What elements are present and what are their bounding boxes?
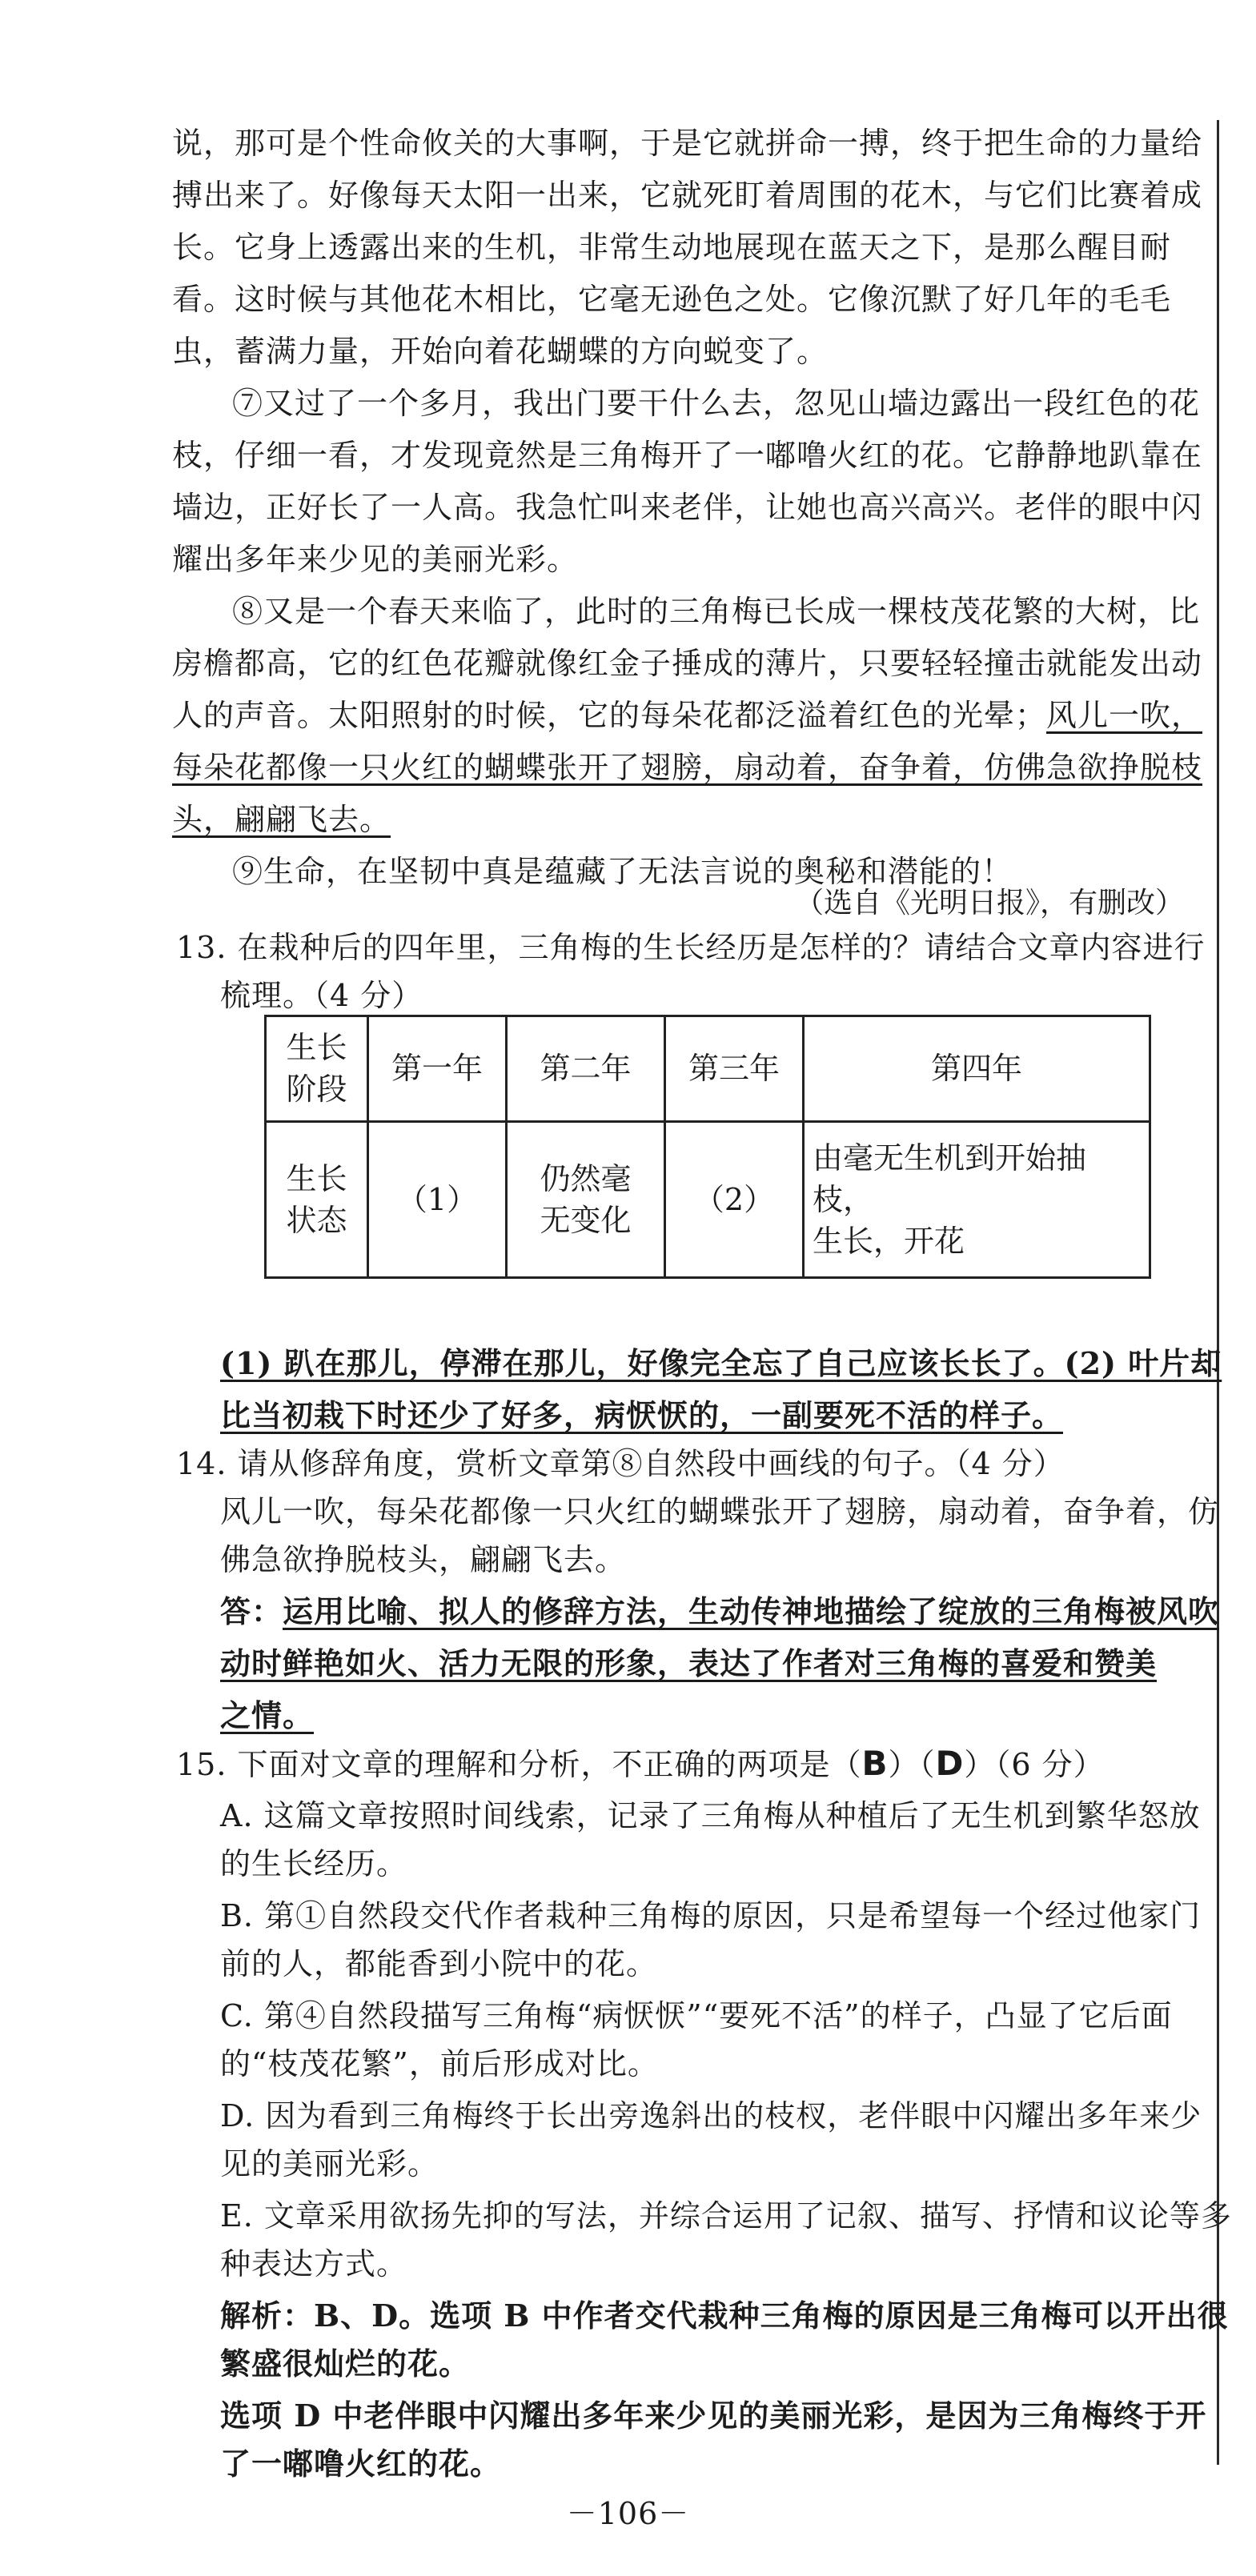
answer-13: 比当初栽下时还少了好多，病恹恹的，一副要死不活的样子。 — [220, 1397, 1064, 1433]
answer-13: (1) 趴在那儿，停滞在那儿，好像完全忘了自己应该长长了。(2) 叶片却 — [220, 1345, 1222, 1381]
question-14-quote: 佛急欲挣脱枝头，翩翩飞去。 — [220, 1542, 627, 1577]
table-header-cell: 生长 状态 — [266, 1121, 368, 1277]
option-a: 的生长经历。 — [220, 1846, 408, 1881]
paragraph-8-line: 房檐都高，它的红色花瓣就像红金子捶成的薄片，只要轻轻撞击就能发出动 — [172, 646, 1203, 681]
handwritten-answer: D — [935, 1744, 965, 1783]
paragraph-8-line — [172, 696, 1202, 735]
answer-label: 答： — [220, 1593, 283, 1629]
question-13: 13. 在栽种后的四年里，三角梅的生长经历是怎样的？请结合文章内容进行 — [176, 930, 1206, 965]
option-b: B. 第①自然段交代作者栽种三角梅的原因，只是希望每一个经过他家门 — [220, 1898, 1202, 1933]
table-cell: （1） — [368, 1121, 507, 1277]
passage-line: 虫，蓄满力量，开始向着花蝴蝶的方向蜕变了。 — [172, 334, 829, 369]
option-e: E. 文章采用欲扬先抑的写法，并综合运用了记叙、描写、抒情和议论等多 — [220, 2198, 1232, 2233]
passage-line: 看。这时候与其他花木相比，它毫无逊色之处。它像沉默了好几年的毛毛 — [172, 282, 1172, 317]
question-15: 15. 下面对文章的理解和分析，不正确的两项是（B）（D）（6 分） — [176, 1744, 1105, 1783]
handwritten-answer: B — [861, 1744, 889, 1783]
option-d: 见的美丽光彩。 — [220, 2146, 439, 2181]
table-cell: 第四年 — [804, 1016, 1150, 1122]
table-cell: 由毫无生机到开始抽枝， 生长，开花 — [804, 1121, 1150, 1277]
option-a: A. 这篇文章按照时间线索，记录了三角梅从种植后了无生机到繁华怒放 — [220, 1798, 1201, 1833]
paragraph-8-line: ⑧又是一个春天来临了，此时的三角梅已长成一棵枝茂花繁的大树，比 — [232, 594, 1201, 629]
analysis-15: 繁盛很灿烂的花。 — [220, 2346, 471, 2382]
source-citation: （选自《光明日报》，有删改） — [794, 887, 1184, 919]
growth-table — [264, 1015, 1151, 1279]
table-cell: 第一年 — [368, 1016, 507, 1122]
table-row — [266, 1016, 1150, 1122]
underlined-sentence: 头，翩翩飞去。 — [172, 802, 391, 837]
question-13: 梳理。（4 分） — [220, 978, 423, 1013]
table-header-cell: 生长 阶段 — [266, 1016, 368, 1122]
question-14-quote: 风儿一吹，每朵花都像一只火红的蝴蝶张开了翅膀，扇动着，奋争着，仿 — [220, 1494, 1220, 1529]
table-cell: 仍然毫 无变化 — [507, 1121, 665, 1277]
analysis-15: 解析：B、D。选项 B 中作者交代栽种三角梅的原因是三角梅可以开出很 — [220, 2298, 1229, 2334]
passage-line: 搏出来了。好像每天太阳一出来，它就死盯着周围的花木，与它们比赛着成 — [172, 178, 1203, 213]
paragraph-7-line: 耀出多年来少见的美丽光彩。 — [172, 542, 579, 577]
option-b: 前的人，都能香到小院中的花。 — [220, 1946, 658, 1981]
table-cell: 第二年 — [507, 1016, 665, 1122]
analysis-15: 了一嘟噜火红的花。 — [220, 2446, 502, 2482]
analysis-15: 选项 D 中老伴眼中闪耀出多年来少见的美丽光彩，是因为三角梅终于开 — [220, 2398, 1207, 2434]
passage-line: 长。它身上透露出来的生机，非常生动地展现在蓝天之下，是那么醒目耐 — [172, 230, 1172, 265]
table-cell: 第三年 — [665, 1016, 804, 1122]
paragraph-7-line: 墙边，正好长了一人高。我急忙叫来老伴，让她也高兴高兴。老伴的眼中闪 — [172, 490, 1203, 525]
underlined-sentence: 风儿一吹， — [1046, 698, 1203, 733]
option-c: 的“枝茂花繁”，前后形成对比。 — [220, 2046, 659, 2081]
table-row — [266, 1121, 1150, 1277]
paragraph-7-line: ⑦又过了一个多月，我出门要干什么去，忽见山墙边露出一段红色的花 — [232, 386, 1201, 421]
option-d: D. 因为看到三角梅终于长出旁逸斜出的枝杈，老伴眼中闪耀出多年来少 — [220, 2098, 1202, 2133]
page-number: －106－ — [566, 2496, 690, 2531]
question-14: 14. 请从修辞角度，赏析文章第⑧自然段中画线的句子。（4 分） — [176, 1446, 1065, 1481]
underlined-sentence: 每朵花都像一只火红的蝴蝶张开了翅膀，扇动着，奋争着，仿佛急欲挣脱枝 — [172, 750, 1203, 785]
option-e: 种表达方式。 — [220, 2246, 408, 2282]
paragraph-9: ⑨生命，在坚韧中真是蕴藏了无法言说的奥秘和潜能的！ — [232, 854, 1013, 889]
table-cell: （2） — [665, 1121, 804, 1277]
paragraph-7-line: 枝，仔细一看，才发现竟然是三角梅开了一嘟噜火红的花。它静静地趴靠在 — [172, 438, 1203, 473]
answer-14: 之情。 — [220, 1697, 315, 1733]
passage-line: 说，那可是个性命攸关的大事啊，于是它就拼命一搏，终于把生命的力量给 — [172, 126, 1203, 161]
answer-14: 动时鲜艳如火、活力无限的形象，表达了作者对三角梅的喜爱和赞美 — [220, 1645, 1158, 1681]
margin-rule — [1217, 120, 1219, 2465]
answer-text: 运用比喻、拟人的修辞方法，生动传神地描绘了绽放的三角梅被风吹 — [283, 1593, 1220, 1629]
paragraph-8-text: 人的声音。太阳照射的时候，它的每朵花都泛溢着红色的光晕； — [172, 698, 1047, 733]
answer-14 — [220, 1592, 1219, 1631]
option-c: C. 第④自然段描写三角梅“病恹恹”“要死不活”的样子，凸显了它后面 — [220, 1998, 1173, 2033]
